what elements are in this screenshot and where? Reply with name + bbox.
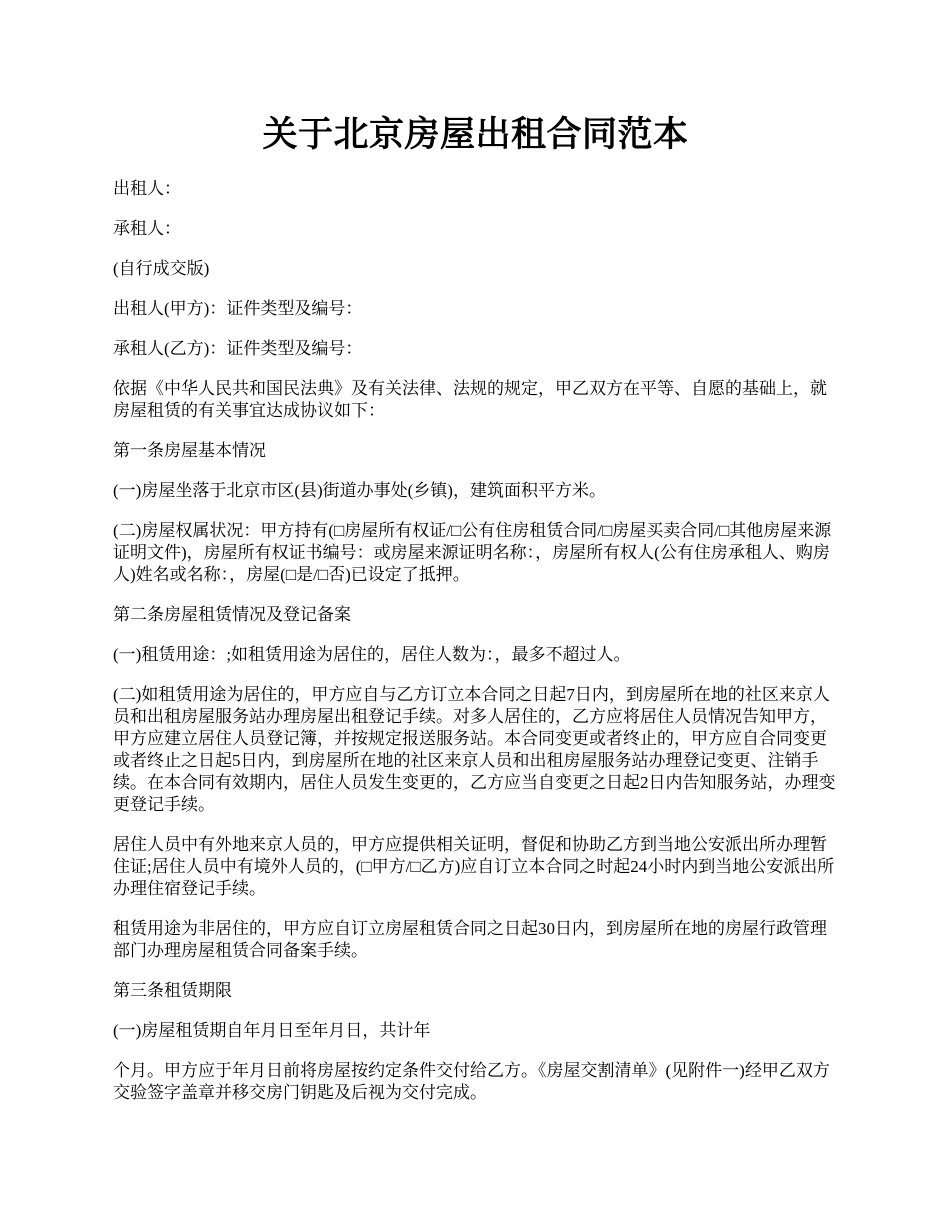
section-heading-3: 第三条租赁期限 [113, 981, 232, 1000]
paragraph-registration: (二)如租赁用途为居住的，甲方应自与乙方订立本合同之日起7日内，到房屋所在地的社区来京人员和出租房屋服务站办理房屋出租登记手续。对多人居住的，乙方应将居住人员情况告知甲方，甲方应建立居住人员登记簿，并按规定报送服务站。本合同变更或者终止的，甲方应自合同变更或者终止之日起5日内，到房屋所在地的社区来京人员和出租房屋服务站办理登记变更、注销手续。在本合同有效期内，居住人员发生变更的，乙方应当自变更之日起2日内告知服务站，办理变更登记手续。 [113, 685, 836, 814]
paragraph-lessor: 出租人： [113, 179, 181, 198]
section-heading-2: 第二条房屋租赁情况及登记备案 [113, 605, 351, 624]
paragraph-ownership: (二)房屋权属状况：甲方持有(□房屋所有权证/□公有住房租赁合同/□房屋买卖合同/□其他房屋来源证明文件)，房屋所有权证书编号：或房屋来源证明名称：，房屋所有权人(公有住房承租人、购房人)姓名或名称：，房屋(□是/□否)已设定了抵押。 [113, 521, 832, 584]
paragraph-party-b: 承租人(乙方)：证件类型及编号： [113, 339, 363, 358]
paragraph-nonlocal-residents: 居住人员中有外地来京人员的，甲方应提供相关证明，督促和协助乙方到当地公安派出所办理暂住证;居住人员中有境外人员的，(□甲方/□乙方)应自订立本合同之时起24小时内到当地公安派出所办理住宿登记手续。 [113, 835, 835, 898]
paragraph-usage: (一)租赁用途：;如租赁用途为居住的，居住人数为：，最多不超过人。 [113, 645, 631, 664]
paragraph-location: (一)房屋坐落于北京市区(县)街道办事处(乡镇)，建筑面积平方米。 [113, 481, 606, 500]
paragraph-party-a: 出租人(甲方)：证件类型及编号： [113, 299, 363, 318]
document-title: 关于北京房屋出租合同范本 [262, 115, 689, 155]
paragraph-delivery: 个月。甲方应于年月日前将房屋按约定条件交付给乙方。《房屋交割清单》(见附件一)经甲乙双方交验签字盖章并移交房门钥匙及后视为交付完成。 [113, 1061, 830, 1102]
paragraph-term: (一)房屋租赁期自年月日至年月日，共计年 [113, 1021, 431, 1040]
paragraph-preamble: 依据《中华人民共和国民法典》及有关法律、法规的规定，甲乙双方在平等、自愿的基础上，就房屋租赁的有关事宜达成协议如下： [113, 379, 827, 420]
paragraph-edition: (自行成交版) [113, 259, 210, 278]
paragraph-non-residential: 租赁用途为非居住的，甲方应自订立房屋租赁合同之日起30日内，到房屋所在地的房屋行政管理部门办理房屋租赁合同备案手续。 [113, 919, 827, 960]
paragraph-lessee: 承租人： [113, 219, 181, 238]
section-heading-1: 第一条房屋基本情况 [113, 441, 266, 460]
